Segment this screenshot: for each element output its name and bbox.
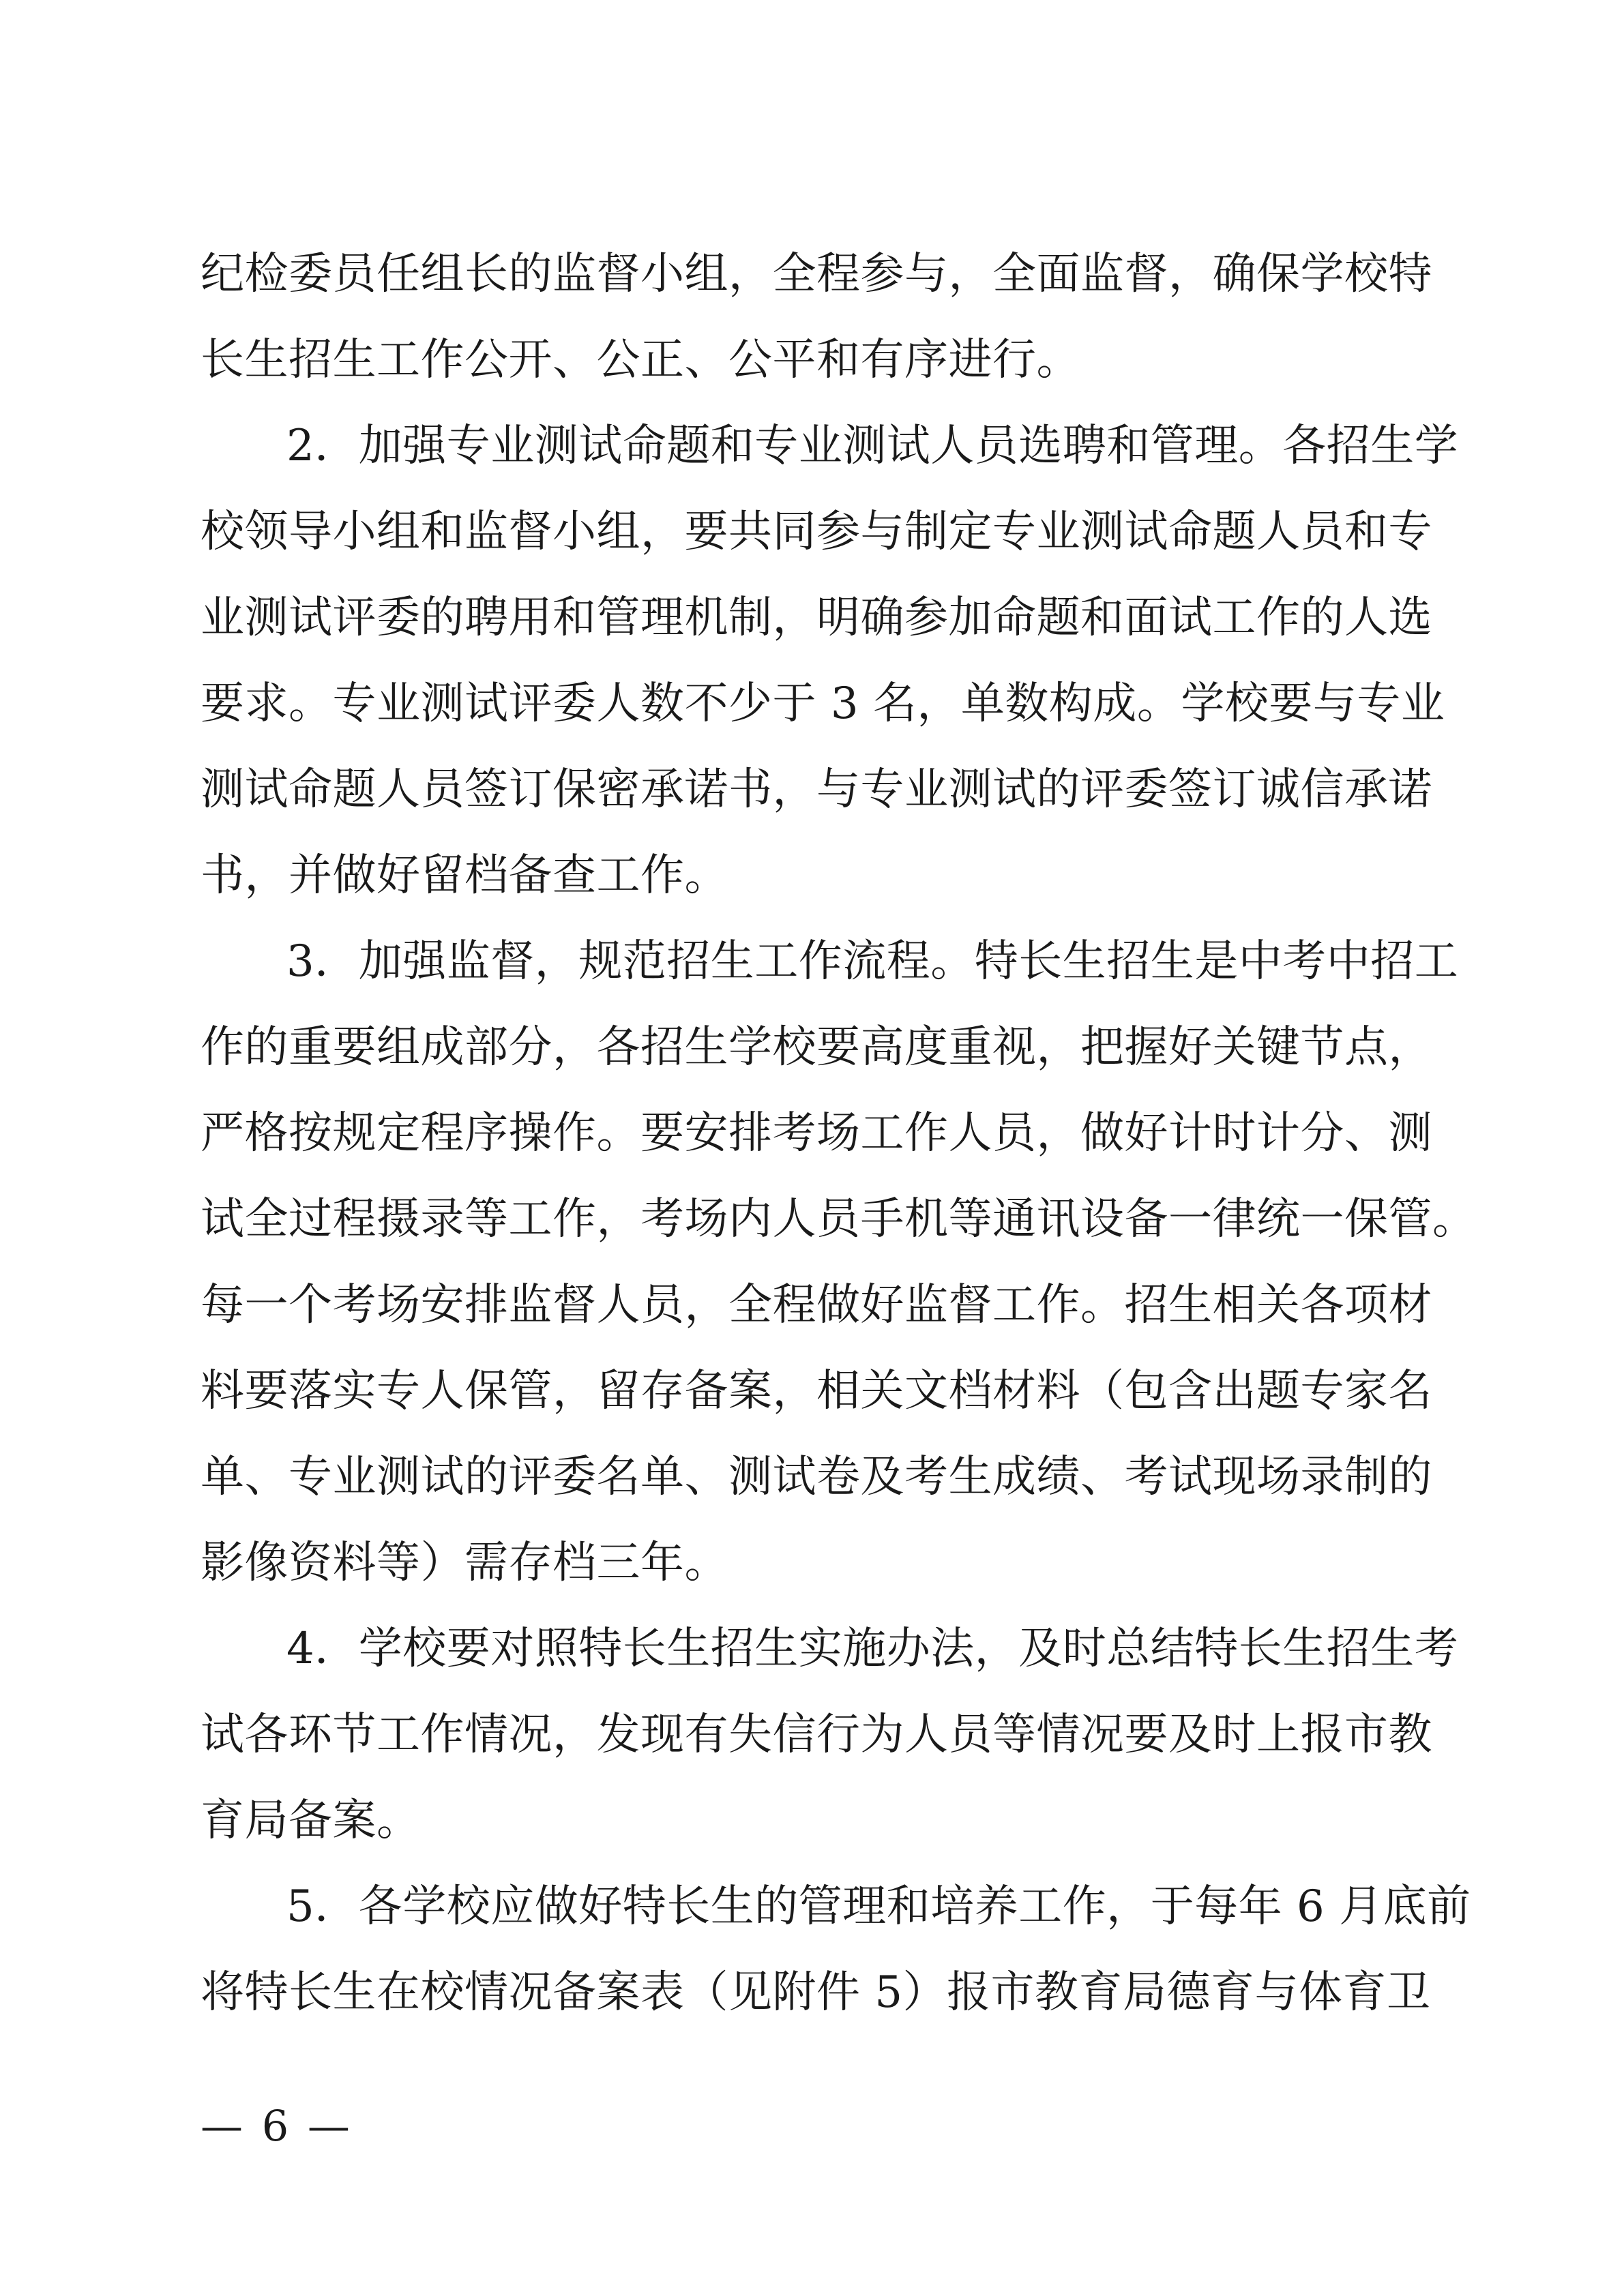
text-line-7: 测试命题人员签订保密承诺书，与专业测试的评委签订诚信承诺	[201, 764, 1432, 815]
text-line-14: 料要落实专人保管，留存备案，相关文档材料（包含出题专家名	[201, 1366, 1432, 1416]
text-line-5: 业测试评委的聘用和管理机制，明确参加命题和面试工作的人选	[201, 593, 1432, 643]
text-line-8: 书，并做好留档备查工作。	[201, 850, 728, 901]
text-line-11: 严格按规定程序操作。要安排考场工作人员，做好计时计分、测	[201, 1108, 1432, 1159]
text-line-21: 将特长生在校情况备案表（见附件 5）报市教育局德育与体育卫	[201, 1967, 1431, 2018]
page-number: — 6 —	[201, 2101, 353, 2151]
text-line-15: 单、专业测试的评委名单、测试卷及考生成绩、考试现场录制的	[201, 1452, 1432, 1502]
text-line-18: 试各环节工作情况，发现有失信行为人员等情况要及时上报市教	[201, 1710, 1432, 1760]
text-line-19: 育局备案。	[201, 1795, 421, 1846]
text-line-1: 纪检委员任组长的监督小组，全程参与，全面监督，确保学校特	[201, 249, 1432, 299]
text-line-20: 5．各学校应做好特长生的管理和培养工作，于每年 6 月底前	[286, 1881, 1471, 1932]
text-line-16: 影像资料等）需存档三年。	[201, 1538, 728, 1588]
text-line-9: 3．加强监督，规范招生工作流程。特长生招生是中考中招工	[286, 936, 1459, 987]
text-line-3: 2．加强专业测试命题和专业测试人员选聘和管理。各招生学	[286, 421, 1459, 471]
text-line-13: 每一个考场安排监督人员，全程做好监督工作。招生相关各项材	[201, 1280, 1432, 1330]
text-line-4: 校领导小组和监督小组，要共同参与制定专业测试命题人员和专	[201, 507, 1432, 557]
text-line-6: 要求。专业测试评委人数不少于 3 名，单数构成。学校要与专业	[201, 679, 1445, 729]
text-line-12: 试全过程摄录等工作，考场内人员手机等通讯设备一律统一保管。	[201, 1194, 1477, 1244]
text-line-10: 作的重要组成部分，各招生学校要高度重视，把握好关键节点，	[201, 1022, 1432, 1073]
text-line-17: 4．学校要对照特长生招生实施办法，及时总结特长生招生考	[286, 1624, 1459, 1674]
text-line-2: 长生招生工作公开、公正、公平和有序进行。	[201, 335, 1080, 385]
